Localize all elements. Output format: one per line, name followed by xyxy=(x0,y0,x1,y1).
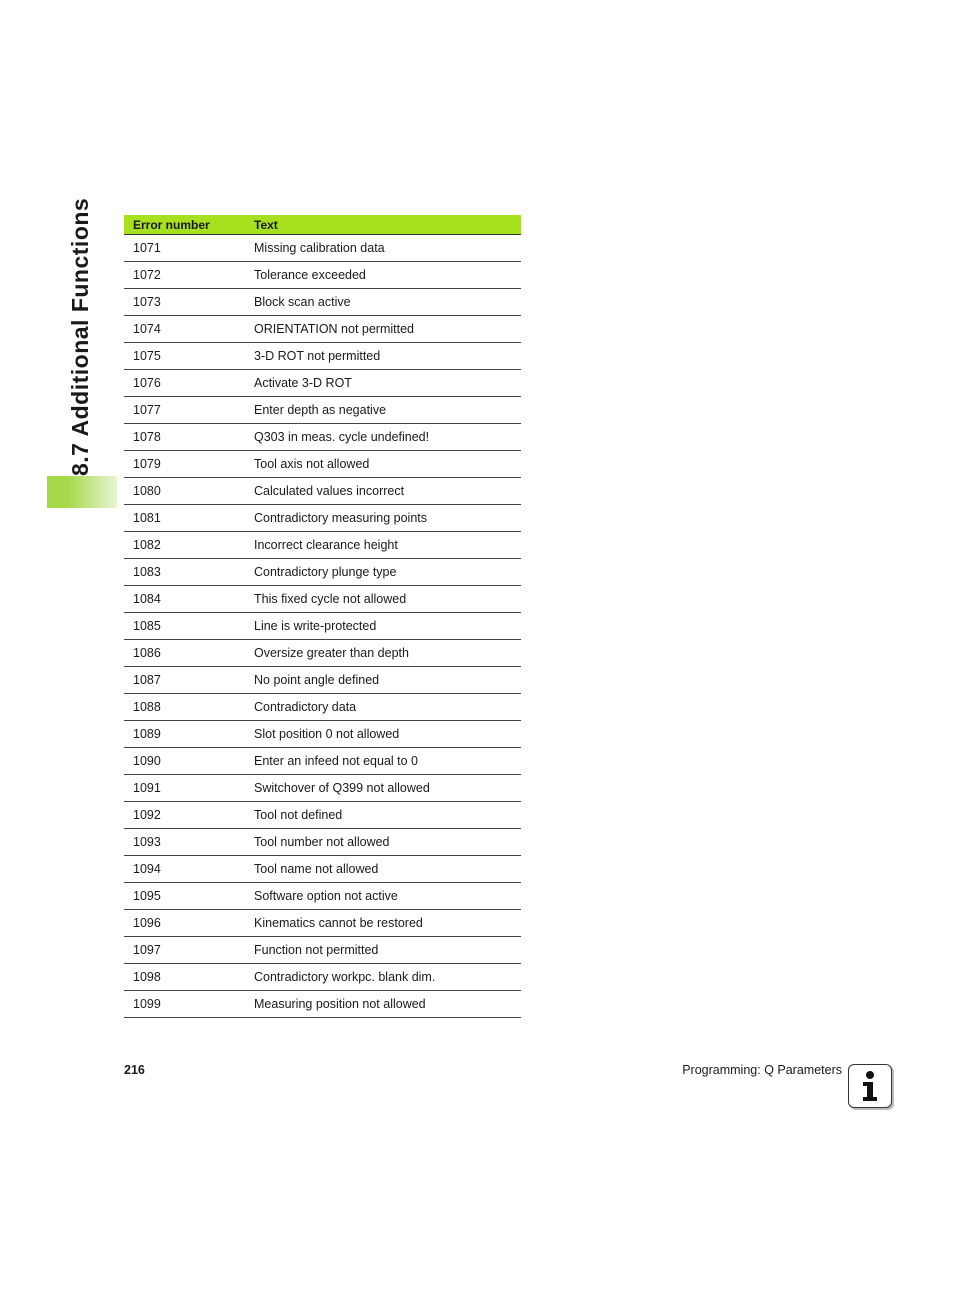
error-text-cell: Q303 in meas. cycle undefined! xyxy=(245,424,521,451)
error-text-cell: Tolerance exceeded xyxy=(245,262,521,289)
error-text-cell: Slot position 0 not allowed xyxy=(245,721,521,748)
table-row xyxy=(124,586,521,613)
table-row xyxy=(124,343,521,370)
table-row xyxy=(124,478,521,505)
error-text-cell: Switchover of Q399 not allowed xyxy=(245,775,521,802)
table-row xyxy=(124,856,521,883)
table-header-row xyxy=(124,215,521,235)
error-number-cell: 1085 xyxy=(124,613,245,640)
error-text-cell: This fixed cycle not allowed xyxy=(245,586,521,613)
table-row xyxy=(124,397,521,424)
error-number-cell: 1080 xyxy=(124,478,245,505)
error-text-cell: Function not permitted xyxy=(245,937,521,964)
error-text-cell: Tool number not allowed xyxy=(245,829,521,856)
column-header-error-number: Error number xyxy=(124,215,245,235)
error-number-cell: 1099 xyxy=(124,991,245,1018)
error-text-cell: No point angle defined xyxy=(245,667,521,694)
error-number-cell: 1086 xyxy=(124,640,245,667)
table-row xyxy=(124,613,521,640)
error-number-cell: 1092 xyxy=(124,802,245,829)
error-text-cell: Kinematics cannot be restored xyxy=(245,910,521,937)
error-number-cell: 1093 xyxy=(124,829,245,856)
error-text-cell: Tool axis not allowed xyxy=(245,451,521,478)
error-text-cell: Software option not active xyxy=(245,883,521,910)
table-row xyxy=(124,559,521,586)
table-row xyxy=(124,829,521,856)
table-row xyxy=(124,505,521,532)
error-number-cell: 1077 xyxy=(124,397,245,424)
table-row xyxy=(124,910,521,937)
table-row xyxy=(124,667,521,694)
error-text-cell: Incorrect clearance height xyxy=(245,532,521,559)
error-text-cell: Tool not defined xyxy=(245,802,521,829)
table-row xyxy=(124,937,521,964)
info-icon xyxy=(848,1064,892,1108)
error-text-cell: 3-D ROT not permitted xyxy=(245,343,521,370)
table-row xyxy=(124,883,521,910)
error-number-cell: 1071 xyxy=(124,235,245,262)
error-text-cell: Line is write-protected xyxy=(245,613,521,640)
error-number-cell: 1083 xyxy=(124,559,245,586)
table-row xyxy=(124,964,521,991)
section-tab-gradient xyxy=(67,476,117,508)
error-number-cell: 1079 xyxy=(124,451,245,478)
error-number-cell: 1074 xyxy=(124,316,245,343)
table-body xyxy=(124,235,521,1018)
error-number-cell: 1095 xyxy=(124,883,245,910)
error-text-cell: Activate 3-D ROT xyxy=(245,370,521,397)
table-row xyxy=(124,802,521,829)
error-number-cell: 1087 xyxy=(124,667,245,694)
error-number-cell: 1088 xyxy=(124,694,245,721)
error-text-cell: Block scan active xyxy=(245,289,521,316)
chapter-title: Programming: Q Parameters xyxy=(682,1063,842,1077)
error-text-cell: Contradictory measuring points xyxy=(245,505,521,532)
table-row xyxy=(124,451,521,478)
error-text-cell: Enter depth as negative xyxy=(245,397,521,424)
error-number-cell: 1072 xyxy=(124,262,245,289)
error-text-cell: Enter an infeed not equal to 0 xyxy=(245,748,521,775)
page-number: 216 xyxy=(124,1063,145,1077)
error-number-cell: 1098 xyxy=(124,964,245,991)
error-number-cell: 1078 xyxy=(124,424,245,451)
error-number-cell: 1090 xyxy=(124,748,245,775)
error-table xyxy=(124,215,521,1018)
table-row xyxy=(124,289,521,316)
error-number-cell: 1076 xyxy=(124,370,245,397)
table-row xyxy=(124,532,521,559)
error-text-cell: Contradictory workpc. blank dim. xyxy=(245,964,521,991)
error-number-cell: 1081 xyxy=(124,505,245,532)
error-text-cell: Missing calibration data xyxy=(245,235,521,262)
table-row xyxy=(124,721,521,748)
error-number-cell: 1075 xyxy=(124,343,245,370)
error-text-cell: Contradictory plunge type xyxy=(245,559,521,586)
table-row xyxy=(124,991,521,1018)
table-row xyxy=(124,694,521,721)
section-title: 8.7 Additional Functions xyxy=(67,197,93,476)
error-number-cell: 1096 xyxy=(124,910,245,937)
error-number-cell: 1084 xyxy=(124,586,245,613)
error-text-cell: Calculated values incorrect xyxy=(245,478,521,505)
error-text-cell: ORIENTATION not permitted xyxy=(245,316,521,343)
error-number-cell: 1097 xyxy=(124,937,245,964)
table-row xyxy=(124,424,521,451)
error-text-cell: Contradictory data xyxy=(245,694,521,721)
error-text-cell: Tool name not allowed xyxy=(245,856,521,883)
error-number-cell: 1089 xyxy=(124,721,245,748)
table-row xyxy=(124,370,521,397)
error-number-cell: 1094 xyxy=(124,856,245,883)
table-row xyxy=(124,775,521,802)
error-number-cell: 1091 xyxy=(124,775,245,802)
error-text-cell: Measuring position not allowed xyxy=(245,991,521,1018)
table-row xyxy=(124,262,521,289)
error-number-cell: 1082 xyxy=(124,532,245,559)
table-row xyxy=(124,316,521,343)
table-row xyxy=(124,748,521,775)
error-text-cell: Oversize greater than depth xyxy=(245,640,521,667)
column-header-text: Text xyxy=(245,215,521,235)
error-number-cell: 1073 xyxy=(124,289,245,316)
table-row xyxy=(124,235,521,262)
table-row xyxy=(124,640,521,667)
